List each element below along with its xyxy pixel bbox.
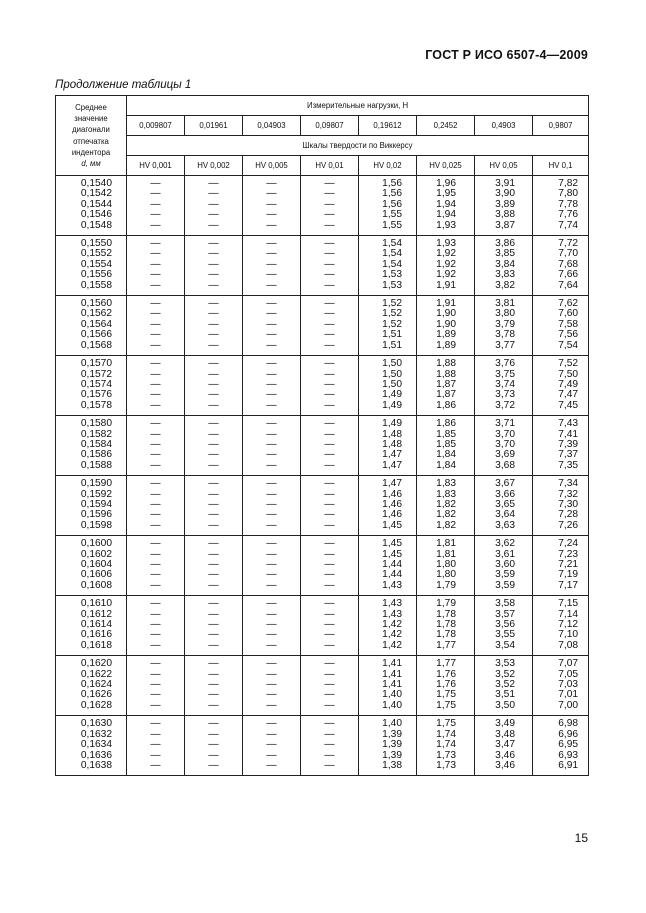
- scales-title: Шкалы твердости по Виккерсу: [127, 136, 589, 156]
- table-row-group: [56, 596, 589, 656]
- load-cell: 0,4903: [475, 116, 533, 136]
- hv-0-05-values: 3,71 3,70 3,70 3,69 3,68: [475, 416, 533, 476]
- empty-values: — — — — —: [243, 716, 301, 776]
- diagonal-values: 0,1540 0,1542 0,1544 0,1546 0,1548: [56, 176, 127, 236]
- empty-values: — — — — —: [301, 236, 359, 296]
- hv-0-05-values: 3,53 3,52 3,52 3,51 3,50: [475, 656, 533, 716]
- empty-values: — — — — —: [301, 476, 359, 536]
- hv-0-025-values: 1,93 1,92 1,92 1,92 1,91: [417, 236, 475, 296]
- empty-values: — — — — —: [185, 716, 243, 776]
- empty-values: — — — — —: [301, 296, 359, 356]
- empty-values: — — — — —: [127, 476, 185, 536]
- empty-values: — — — — —: [127, 716, 185, 776]
- empty-values: — — — — —: [243, 416, 301, 476]
- hv-0-05-values: 3,76 3,75 3,74 3,73 3,72: [475, 356, 533, 416]
- hv-0-025-values: 1,91 1,90 1,90 1,89 1,89: [417, 296, 475, 356]
- load-cell: 0,19612: [359, 116, 417, 136]
- hv-0-02-values: 1,50 1,50 1,50 1,49 1,49: [359, 356, 417, 416]
- empty-values: — — — — —: [185, 656, 243, 716]
- diagonal-values: 0,1580 0,1582 0,1584 0,1586 0,1588: [56, 416, 127, 476]
- table-caption: Продолжение таблицы 1: [55, 79, 192, 91]
- hv-0-1-values: 7,43 7,41 7,39 7,37 7,35: [533, 416, 589, 476]
- empty-values: — — — — —: [127, 536, 185, 596]
- diagonal-header: Среднее значение диагонали отпечатка индентора d, мм: [56, 96, 127, 176]
- diagonal-values: 0,1630 0,1632 0,1634 0,1636 0,1638: [56, 716, 127, 776]
- diagonal-values: 0,1560 0,1562 0,1564 0,1566 0,1568: [56, 296, 127, 356]
- empty-values: — — — — —: [185, 416, 243, 476]
- empty-values: — — — — —: [243, 296, 301, 356]
- scales-row: [56, 156, 589, 176]
- table-row-group: [56, 416, 589, 476]
- empty-values: — — — — —: [243, 476, 301, 536]
- page-number: 15: [574, 831, 588, 845]
- hv-0-1-values: 7,82 7,80 7,78 7,76 7,74: [533, 176, 589, 236]
- empty-values: — — — — —: [127, 296, 185, 356]
- hv-0-02-values: 1,52 1,52 1,52 1,51 1,51: [359, 296, 417, 356]
- hv-0-025-values: 1,79 1,78 1,78 1,78 1,77: [417, 596, 475, 656]
- scale-cell: HV 0,1: [533, 156, 589, 176]
- hv-0-05-values: 3,62 3,61 3,60 3,59 3,59: [475, 536, 533, 596]
- empty-values: — — — — —: [301, 356, 359, 416]
- empty-values: — — — — —: [127, 176, 185, 236]
- empty-values: — — — — —: [301, 716, 359, 776]
- table-row-group: [56, 296, 589, 356]
- load-cell: 0,009807: [127, 116, 185, 136]
- load-cell: 0,09807: [301, 116, 359, 136]
- hv-0-1-values: 7,07 7,05 7,03 7,01 7,00: [533, 656, 589, 716]
- hv-0-025-values: 1,75 1,74 1,74 1,73 1,73: [417, 716, 475, 776]
- hv-0-02-values: 1,47 1,46 1,46 1,46 1,45: [359, 476, 417, 536]
- hv-0-05-values: 3,81 3,80 3,79 3,78 3,77: [475, 296, 533, 356]
- hv-0-1-values: 7,72 7,70 7,68 7,66 7,64: [533, 236, 589, 296]
- empty-values: — — — — —: [301, 536, 359, 596]
- loads-row: [56, 116, 589, 136]
- hv-0-02-values: 1,54 1,54 1,54 1,53 1,53: [359, 236, 417, 296]
- load-cell: 0,2452: [417, 116, 475, 136]
- hv-0-02-values: 1,40 1,39 1,39 1,39 1,38: [359, 716, 417, 776]
- empty-values: — — — — —: [301, 596, 359, 656]
- hv-0-05-values: 3,58 3,57 3,56 3,55 3,54: [475, 596, 533, 656]
- hv-0-025-values: 1,96 1,95 1,94 1,94 1,93: [417, 176, 475, 236]
- empty-values: — — — — —: [185, 476, 243, 536]
- table-row-group: [56, 356, 589, 416]
- hv-0-025-values: 1,86 1,85 1,85 1,84 1,84: [417, 416, 475, 476]
- hv-0-025-values: 1,81 1,81 1,80 1,80 1,79: [417, 536, 475, 596]
- empty-values: — — — — —: [243, 656, 301, 716]
- hv-0-025-values: 1,83 1,83 1,82 1,82 1,82: [417, 476, 475, 536]
- empty-values: — — — — —: [243, 356, 301, 416]
- hv-0-02-values: 1,56 1,56 1,56 1,55 1,55: [359, 176, 417, 236]
- hv-0-05-values: 3,49 3,48 3,47 3,46 3,46: [475, 716, 533, 776]
- empty-values: — — — — —: [243, 536, 301, 596]
- empty-values: — — — — —: [185, 536, 243, 596]
- hv-0-02-values: 1,43 1,43 1,42 1,42 1,42: [359, 596, 417, 656]
- diagonal-values: 0,1570 0,1572 0,1574 0,1576 0,1578: [56, 356, 127, 416]
- diagonal-values: 0,1550 0,1552 0,1554 0,1556 0,1558: [56, 236, 127, 296]
- empty-values: — — — — —: [127, 656, 185, 716]
- loads-title: Измерительные нагрузки, Н: [127, 96, 589, 116]
- load-cell: 0,01961: [185, 116, 243, 136]
- empty-values: — — — — —: [127, 236, 185, 296]
- empty-values: — — — — —: [127, 596, 185, 656]
- hv-0-05-values: 3,67 3,66 3,65 3,64 3,63: [475, 476, 533, 536]
- scale-cell: HV 0,002: [185, 156, 243, 176]
- vickers-hardness-table: [55, 95, 589, 776]
- table-row-group: [56, 656, 589, 716]
- empty-values: — — — — —: [127, 416, 185, 476]
- hv-0-02-values: 1,49 1,48 1,48 1,47 1,47: [359, 416, 417, 476]
- hv-0-025-values: 1,88 1,88 1,87 1,87 1,86: [417, 356, 475, 416]
- empty-values: — — — — —: [185, 176, 243, 236]
- empty-values: — — — — —: [301, 656, 359, 716]
- hv-0-025-values: 1,77 1,76 1,76 1,75 1,75: [417, 656, 475, 716]
- table-row-group: [56, 716, 589, 776]
- scale-cell: HV 0,001: [127, 156, 185, 176]
- table-row-group: [56, 476, 589, 536]
- empty-values: — — — — —: [243, 596, 301, 656]
- scale-cell: HV 0,02: [359, 156, 417, 176]
- table-row-group: [56, 236, 589, 296]
- scale-cell: HV 0,05: [475, 156, 533, 176]
- hv-0-1-values: 7,24 7,23 7,21 7,19 7,17: [533, 536, 589, 596]
- empty-values: — — — — —: [301, 176, 359, 236]
- empty-values: — — — — —: [301, 416, 359, 476]
- diagonal-values: 0,1600 0,1602 0,1604 0,1606 0,1608: [56, 536, 127, 596]
- empty-values: — — — — —: [185, 356, 243, 416]
- hv-0-05-values: 3,86 3,85 3,84 3,83 3,82: [475, 236, 533, 296]
- hv-0-1-values: 6,98 6,96 6,95 6,93 6,91: [533, 716, 589, 776]
- hv-0-02-values: 1,41 1,41 1,41 1,40 1,40: [359, 656, 417, 716]
- scale-cell: HV 0,025: [417, 156, 475, 176]
- hv-0-05-values: 3,91 3,90 3,89 3,88 3,87: [475, 176, 533, 236]
- hv-0-02-values: 1,45 1,45 1,44 1,44 1,43: [359, 536, 417, 596]
- document-header: ГОСТ Р ИСО 6507-4—2009: [425, 48, 588, 62]
- scale-cell: HV 0,01: [301, 156, 359, 176]
- table-row-group: [56, 176, 589, 236]
- empty-values: — — — — —: [243, 236, 301, 296]
- empty-values: — — — — —: [127, 356, 185, 416]
- empty-values: — — — — —: [243, 176, 301, 236]
- load-cell: 0,9807: [533, 116, 589, 136]
- hv-0-1-values: 7,62 7,60 7,58 7,56 7,54: [533, 296, 589, 356]
- table-row-group: [56, 536, 589, 596]
- empty-values: — — — — —: [185, 236, 243, 296]
- empty-values: — — — — —: [185, 296, 243, 356]
- diagonal-values: 0,1590 0,1592 0,1594 0,1596 0,1598: [56, 476, 127, 536]
- empty-values: — — — — —: [185, 596, 243, 656]
- hv-0-1-values: 7,15 7,14 7,12 7,10 7,08: [533, 596, 589, 656]
- hv-0-1-values: 7,52 7,50 7,49 7,47 7,45: [533, 356, 589, 416]
- diagonal-values: 0,1610 0,1612 0,1614 0,1616 0,1618: [56, 596, 127, 656]
- hv-0-1-values: 7,34 7,32 7,30 7,28 7,26: [533, 476, 589, 536]
- load-cell: 0,04903: [243, 116, 301, 136]
- scale-cell: HV 0,005: [243, 156, 301, 176]
- diagonal-values: 0,1620 0,1622 0,1624 0,1626 0,1628: [56, 656, 127, 716]
